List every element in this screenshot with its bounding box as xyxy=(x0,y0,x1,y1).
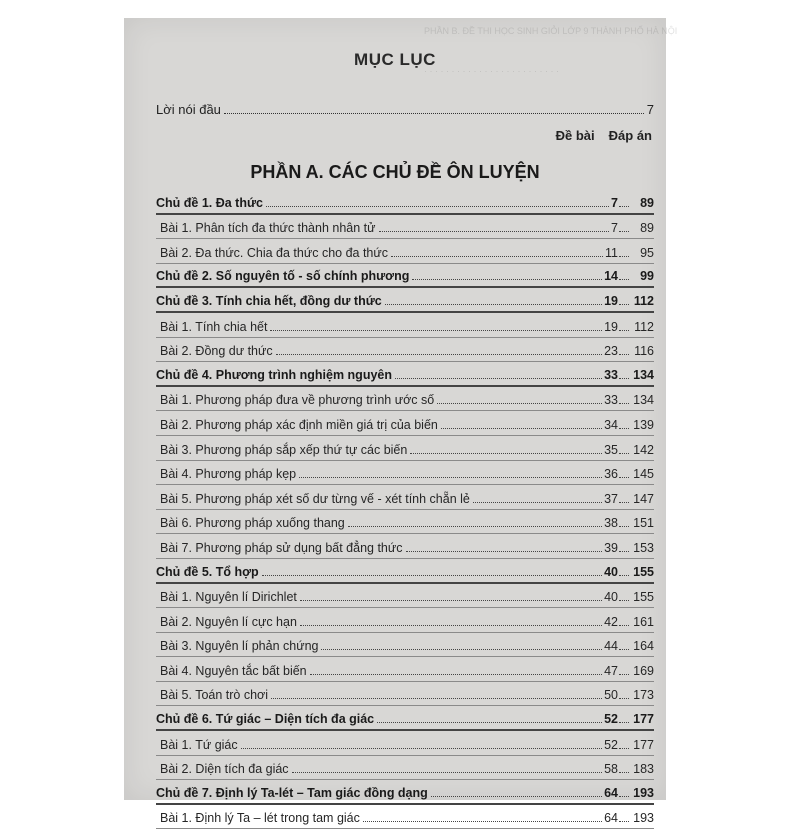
part-title: PHẦN A. CÁC CHỦ ĐỀ ÔN LUYỆN xyxy=(250,162,540,182)
exercise-page-number: 19 xyxy=(604,293,618,308)
leader-dots xyxy=(619,403,629,404)
answer-page-number: 173 xyxy=(633,688,654,703)
toc-lesson-row[interactable] xyxy=(156,313,654,338)
exercise-page-number: 44 xyxy=(604,639,618,654)
exercise-page-number: 52 xyxy=(604,737,618,752)
exercise-page-number: 37 xyxy=(604,491,618,506)
leader-dots xyxy=(619,231,629,232)
leader-dots xyxy=(619,575,629,576)
toc-lesson-row[interactable] xyxy=(156,215,654,240)
leader-dots xyxy=(310,674,602,675)
toc-entry-title: Bài 4. Phương pháp kẹp xyxy=(160,467,297,482)
preface-entry[interactable] xyxy=(156,102,654,117)
leader-dots xyxy=(619,625,629,626)
book-page xyxy=(124,18,678,826)
toc-lesson-row[interactable] xyxy=(156,756,654,781)
leader-dots xyxy=(619,206,629,207)
exercise-page-number: 64 xyxy=(604,811,618,826)
leader-dots xyxy=(348,526,602,527)
toc-lesson-row[interactable] xyxy=(156,461,654,486)
exercise-page-number: 40 xyxy=(604,564,618,579)
exercise-page-number: 36 xyxy=(604,467,618,482)
answer-page-number: 95 xyxy=(640,245,654,260)
leader-dots xyxy=(619,330,629,331)
leader-dots xyxy=(619,453,629,454)
answer-page-number: 112 xyxy=(634,319,654,334)
toc-entry-title: Bài 4. Nguyên tắc bất biến xyxy=(160,663,307,678)
leader-dots xyxy=(473,502,602,503)
leader-dots xyxy=(262,575,602,576)
answer-page-number: 155 xyxy=(633,590,654,605)
column-header-answers: Đáp án xyxy=(608,128,652,143)
table-of-contents xyxy=(156,190,654,829)
toc-lesson-row[interactable] xyxy=(156,608,654,633)
toc-entry-title: Bài 5. Toán trò chơi xyxy=(160,688,269,703)
answer-page-number: 134 xyxy=(633,367,654,382)
leader-dots xyxy=(619,600,629,601)
leader-dots xyxy=(266,206,609,207)
bleed-through-text: · · · · · · · · · · · · · · · · · · · · · · · · · xyxy=(424,66,559,76)
toc-entry-title: Chủ đề 4. Phương trình nghiệm nguyên xyxy=(156,367,392,382)
toc-lesson-row[interactable] xyxy=(156,411,654,436)
toc-lesson-row[interactable] xyxy=(156,510,654,535)
leader-dots xyxy=(619,502,629,503)
toc-entry-title: Bài 1. Phân tích đa thức thành nhân tử xyxy=(160,221,376,236)
toc-entry-title: Chủ đề 1. Đa thức xyxy=(156,195,263,210)
leader-dots xyxy=(391,256,603,257)
toc-entry-title: Bài 3. Phương pháp sắp xếp thứ tự các biến xyxy=(160,442,408,457)
toc-lesson-row[interactable] xyxy=(156,657,654,682)
exercise-page-number: 19 xyxy=(604,319,618,334)
answer-page-number: 183 xyxy=(633,762,654,777)
answer-page-number: 116 xyxy=(634,344,654,359)
answer-page-number: 147 xyxy=(633,491,654,506)
toc-lesson-row[interactable] xyxy=(156,633,654,658)
leader-dots xyxy=(292,772,603,773)
exercise-page-number: 47 xyxy=(604,663,618,678)
page-title: MỤC LỤC xyxy=(354,50,436,69)
toc-entry-title: Bài 2. Đa thức. Chia đa thức cho đa thức xyxy=(160,245,388,260)
answer-page-number: 89 xyxy=(640,195,654,210)
leader-dots xyxy=(385,304,602,305)
exercise-page-number: 33 xyxy=(604,367,618,382)
toc-entry-title: Chủ đề 3. Tính chia hết, đồng dư thức xyxy=(156,293,382,308)
toc-chapter-row[interactable] xyxy=(156,288,654,313)
toc-chapter-row[interactable] xyxy=(156,559,654,584)
leader-dots xyxy=(431,796,602,797)
leader-dots xyxy=(363,821,602,822)
answer-page-number: 193 xyxy=(633,811,654,826)
leader-dots xyxy=(619,279,629,280)
toc-chapter-row[interactable] xyxy=(156,780,654,805)
toc-chapter-row[interactable] xyxy=(156,264,654,289)
exercise-page-number: 7 xyxy=(611,221,618,236)
leader-dots xyxy=(412,279,602,280)
toc-lesson-row[interactable] xyxy=(156,436,654,461)
leader-dots xyxy=(270,330,602,331)
answer-page-number: 177 xyxy=(633,712,654,727)
bleed-through-text: PHẦN B. ĐỀ THI HỌC SINH GIỎI LỚP 9 THÀNH PHỐ HÀ NỘI xyxy=(424,26,678,36)
leader-dots xyxy=(619,748,629,749)
toc-chapter-row[interactable] xyxy=(156,190,654,215)
toc-entry-title: Bài 2. Diện tích đa giác xyxy=(160,762,289,777)
answer-page-number: 99 xyxy=(640,269,654,284)
preface-label: Lời nói đầu xyxy=(156,102,221,117)
toc-entry-title: Bài 1. Nguyên lí Dirichlet xyxy=(160,590,297,605)
toc-lesson-row[interactable] xyxy=(156,731,654,756)
exercise-page-number: 35 xyxy=(604,442,618,457)
exercise-page-number: 39 xyxy=(604,540,618,555)
leader-dots xyxy=(619,796,629,797)
exercise-page-number: 40 xyxy=(604,590,618,605)
leader-dots xyxy=(271,698,602,699)
exercise-page-number: 34 xyxy=(604,417,618,432)
leader-dots xyxy=(300,600,602,601)
leader-dots xyxy=(395,378,602,379)
exercise-page-number: 11 xyxy=(605,245,618,260)
toc-entry-title: Bài 1. Định lý Ta – lét trong tam giác xyxy=(160,811,360,826)
leader-dots xyxy=(410,453,602,454)
leader-dots xyxy=(619,378,629,379)
answer-page-number: 134 xyxy=(633,393,654,408)
answer-page-number: 151 xyxy=(633,516,654,531)
exercise-page-number: 7 xyxy=(611,195,618,210)
leader-dots xyxy=(619,551,629,552)
answer-page-number: 193 xyxy=(633,785,654,800)
toc-lesson-row[interactable] xyxy=(156,805,654,829)
toc-lesson-row[interactable] xyxy=(156,584,654,609)
leader-dots xyxy=(276,354,602,355)
leader-dots xyxy=(619,674,629,675)
leader-dots xyxy=(619,821,629,822)
leader-dots xyxy=(619,477,629,478)
leader-dots xyxy=(441,428,602,429)
toc-entry-title: Bài 3. Nguyên lí phản chứng xyxy=(160,639,319,654)
exercise-page-number: 50 xyxy=(604,688,618,703)
exercise-page-number: 33 xyxy=(604,393,618,408)
leader-dots xyxy=(379,231,610,232)
toc-lesson-row[interactable] xyxy=(156,485,654,510)
exercise-page-number: 38 xyxy=(604,516,618,531)
leader-dots xyxy=(224,113,644,114)
toc-entry-title: Bài 5. Phương pháp xét số dư từng vế - xét tính chẵn lẻ xyxy=(160,491,470,506)
exercise-page-number: 58 xyxy=(604,762,618,777)
answer-page-number: 142 xyxy=(633,442,654,457)
exercise-page-number: 14 xyxy=(604,269,618,284)
answer-page-number: 155 xyxy=(633,564,654,579)
exercise-page-number: 52 xyxy=(604,712,618,727)
exercise-page-number: 23 xyxy=(604,344,618,359)
column-headers xyxy=(556,128,652,143)
answer-page-number: 177 xyxy=(633,737,654,752)
leader-dots xyxy=(619,354,629,355)
toc-entry-title: Bài 6. Phương pháp xuống thang xyxy=(160,516,345,531)
exercise-page-number: 42 xyxy=(604,614,618,629)
toc-entry-title: Chủ đề 2. Số nguyên tố - số chính phương xyxy=(156,269,410,284)
leader-dots xyxy=(321,649,602,650)
toc-chapter-row[interactable] xyxy=(156,362,654,387)
leader-dots xyxy=(619,649,629,650)
column-header-exercises: Đề bài xyxy=(555,128,595,143)
toc-lesson-row[interactable] xyxy=(156,534,654,559)
toc-entry-title: Bài 2. Phương pháp xác định miền giá trị của biến xyxy=(160,417,438,432)
answer-page-number: 153 xyxy=(633,540,654,555)
leader-dots xyxy=(619,722,629,723)
toc-entry-title: Bài 2. Nguyên lí cực hạn xyxy=(160,614,297,629)
answer-page-number: 164 xyxy=(633,639,654,654)
exercise-page-number: 64 xyxy=(604,785,618,800)
leader-dots xyxy=(406,551,603,552)
toc-entry-title: Bài 1. Phương pháp đưa về phương trình ước số xyxy=(160,393,435,408)
toc-entry-title: Bài 2. Đồng dư thức xyxy=(160,344,273,359)
leader-dots xyxy=(241,748,602,749)
leader-dots xyxy=(377,722,602,723)
toc-entry-title: Chủ đề 5. Tổ hợp xyxy=(156,564,259,579)
answer-page-number: 112 xyxy=(633,293,654,308)
toc-lesson-row[interactable] xyxy=(156,682,654,707)
answer-page-number: 145 xyxy=(633,467,654,482)
answer-page-number: 161 xyxy=(633,614,654,629)
leader-dots xyxy=(300,625,602,626)
answer-page-number: 89 xyxy=(640,221,654,236)
leader-dots xyxy=(619,772,629,773)
leader-dots xyxy=(619,428,629,429)
toc-lesson-row[interactable] xyxy=(156,338,654,363)
answer-page-number: 169 xyxy=(633,663,654,678)
toc-lesson-row[interactable] xyxy=(156,239,654,264)
toc-entry-title: Chủ đề 7. Định lý Ta-lét – Tam giác đồng dạng xyxy=(156,785,428,800)
answer-page-number: 139 xyxy=(633,417,654,432)
toc-entry-title: Chủ đề 6. Tứ giác – Diện tích đa giác xyxy=(156,712,375,727)
leader-dots xyxy=(619,256,629,257)
toc-chapter-row[interactable] xyxy=(156,706,654,731)
leader-dots xyxy=(619,304,629,305)
toc-lesson-row[interactable] xyxy=(156,387,654,412)
leader-dots xyxy=(619,698,629,699)
preface-page: 7 xyxy=(646,102,654,117)
toc-entry-title: Bài 1. Tính chia hết xyxy=(160,319,268,334)
leader-dots xyxy=(619,526,629,527)
toc-entry-title: Bài 1. Tứ giác xyxy=(160,737,238,752)
toc-entry-title: Bài 7. Phương pháp sử dụng bất đẳng thức xyxy=(160,540,403,555)
leader-dots xyxy=(437,403,602,404)
leader-dots xyxy=(299,477,602,478)
